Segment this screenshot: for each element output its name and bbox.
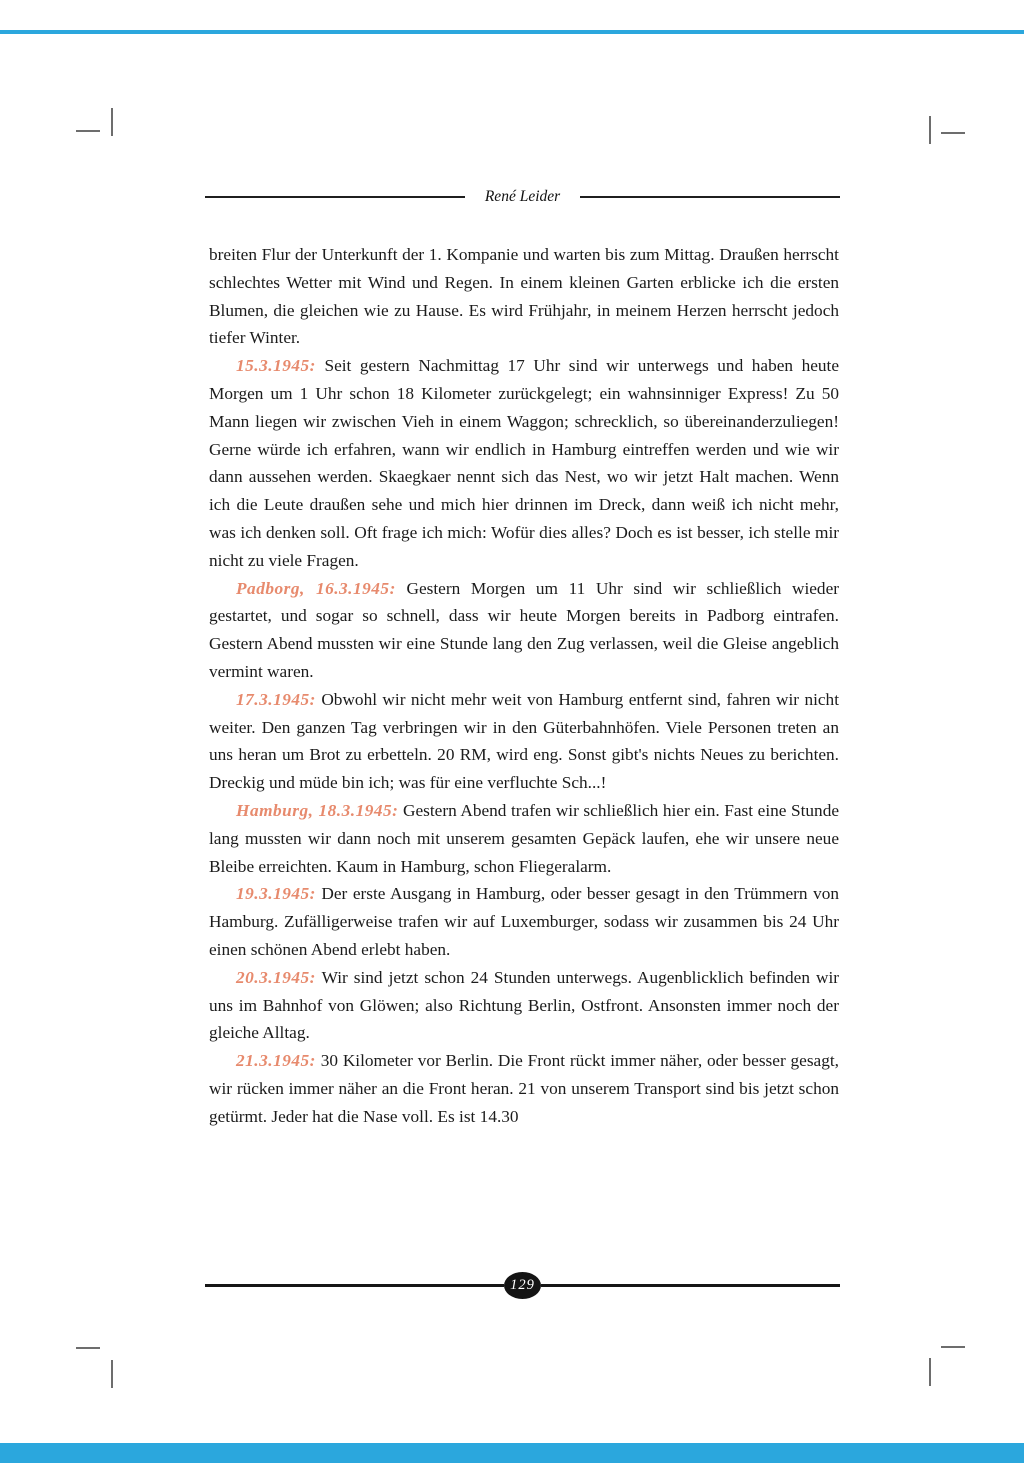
running-header-author: René Leider — [484, 188, 561, 205]
page-footer — [205, 1272, 840, 1299]
footer-rule-left — [205, 1284, 504, 1287]
entry-date: 15.3.1945: — [236, 356, 316, 376]
diary-entry — [209, 964, 839, 1047]
diary-entry — [209, 686, 839, 797]
entry-text: 30 Kilometer vor Berlin. Die Front rückt immer näher, oder besser gesagt, wir rücken immer näher an die Front heran. 21 von unserem Transport sind bis jetzt schon getürmt. Jeder hat die Nase voll. Es ist 14.30 — [209, 1051, 839, 1126]
diary-entry — [209, 880, 839, 963]
entry-date: 17.3.1945: — [236, 689, 316, 709]
page-number: 129 — [510, 1277, 535, 1293]
diary-entry — [209, 352, 839, 574]
entry-date: 19.3.1945: — [236, 884, 316, 904]
entry-date: Hamburg, 18.3.1945: — [236, 800, 399, 820]
entry-date: Padborg, 16.3.1945: — [236, 578, 396, 598]
entry-text: Wir sind jetzt schon 24 Stunden unterwegs. Augenblicklich befinden wir uns im Bahnhof von Glöwen; also Richtung Berlin, Ostfront. Ansonsten immer noch der gleiche Alltag. — [209, 967, 840, 1043]
diary-paragraph-continuation — [209, 241, 839, 352]
entry-text: Der erste Ausgang in Hamburg, oder besser gesagt in den Trümmern von Hamburg. Zufälligerweise trafen wir auf Luxemburger, sodass wir zusammen bis 24 Uhr einen schönen Abend erlebt haben. — [209, 884, 840, 959]
crop-mark-bottom-right-vertical — [929, 1358, 931, 1386]
diary-entry — [209, 797, 839, 880]
diary-text-block — [209, 241, 839, 1131]
crop-mark-top-right-vertical — [929, 116, 931, 144]
crop-mark-top-right-horizontal — [941, 132, 965, 134]
entry-date: 21.3.1945: — [236, 1051, 316, 1071]
entry-text: Gestern Abend trafen wir schließlich hier ein. Fast eine Stunde lang mussten wir dann noch mit unserem gesamten Gepäck laufen, ehe wir unsere neue Bleibe erreichten. Kaum in Hamburg, schon Fliegeralarm. — [209, 800, 839, 876]
diary-entry — [209, 575, 839, 686]
running-header — [205, 188, 840, 206]
paragraph-text: breiten Flur der Unterkunft der 1. Kompanie und warten bis zum Mittag. Draußen herrscht schlechtes Wetter mit Wind und Regen. In einem kleinen Garten erblicke ich die ersten Blumen, die gleichen wie zu Hause. Es wird Frühjahr, in meinem Herzen herrscht jedoch tiefer Winter. — [209, 245, 839, 348]
page-number-badge — [504, 1272, 541, 1299]
footer-rule-right — [541, 1284, 840, 1287]
crop-mark-bottom-left-horizontal — [76, 1347, 100, 1349]
header-rule-left — [205, 196, 465, 198]
entry-text: Obwohl wir nicht mehr weit von Hamburg entfernt sind, fahren wir nicht weiter. Den ganzen Tag verbringen wir in den Güterbahnhöfen. Viele Personen treten an uns heran um Brot zu erbetteln. 20 RM, wird eng. Sonst gibt's nichts Neues zu berichten. Dreckig und müde bin ich; was für eine verfluchte Sch...! — [209, 689, 839, 793]
crop-mark-bottom-right-horizontal — [941, 1346, 965, 1348]
entry-date: 20.3.1945: — [236, 967, 316, 987]
bottom-accent-bar — [0, 1443, 1024, 1463]
crop-mark-top-left-horizontal — [76, 130, 100, 132]
entry-text: Gestern Morgen um 11 Uhr sind wir schließlich wieder gestartet, und sogar so schnell, dass wir heute Morgen bereits in Padborg eintrafen. Gestern Abend mussten wir eine Stunde lang den Zug verlassen, weil die Gleise angeblich vermint waren. — [209, 578, 839, 681]
diary-entry — [209, 1047, 839, 1130]
crop-mark-top-left-vertical — [111, 108, 113, 136]
crop-mark-bottom-left-vertical — [111, 1360, 113, 1388]
entry-text: Seit gestern Nachmittag 17 Uhr sind wir unterwegs und haben heute Morgen um 1 Uhr schon 18 Kilometer zurückgelegt; ein wahnsinniger Express! Zu 50 Mann liegen wir zwischen Vieh in einem Waggon; schrecklich, so übereinanderzuliegen! Gerne würde ich erfahren, wann wir endlich in Hamburg eintreffen werden und wie wir dann aussehen werden. Skaegkaer nennt sich das Nest, wo wir jetzt Halt machen. Wenn ich die Leute draußen sehe und mich hier drinnen im Dreck, dann weiß ich nicht mehr, was ich denken soll. Oft frage ich mich: Wofür dies alles? Doch es ist besser, ich stelle mir nicht zu viele Fragen. — [209, 356, 839, 570]
header-rule-right — [580, 196, 840, 198]
top-accent-rule — [0, 30, 1024, 34]
